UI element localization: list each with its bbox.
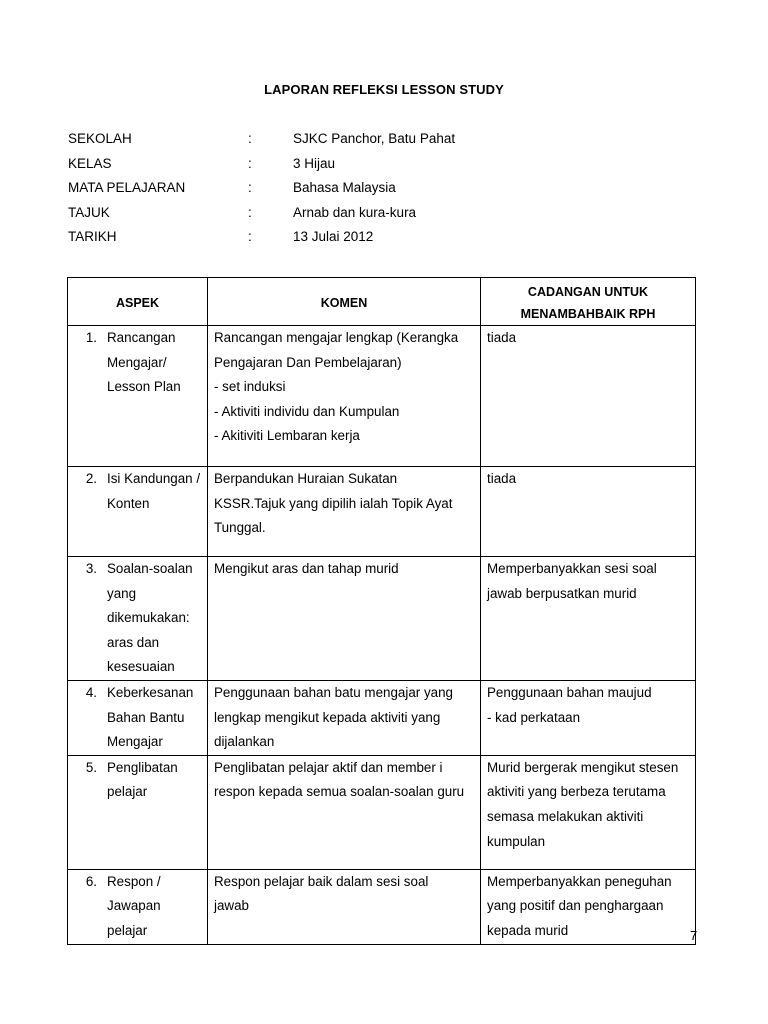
aspek-line: pelajar [107,784,148,800]
table-row [68,557,696,681]
cadangan-cell [481,557,696,681]
aspek-line: Lesson Plan [107,379,181,395]
aspek-cell [68,869,208,944]
aspek-line: aras dan [107,634,160,650]
header-cadangan [481,278,696,326]
table-row [68,326,696,467]
komen-line: - set induksi [214,379,286,395]
info-colon: : [248,155,252,171]
cadangan-line: tiada [487,471,517,486]
table-row [68,755,696,869]
header-komen: KOMEN [208,278,481,326]
komen-line: Tunggal. [214,520,266,536]
cadangan-line: kumpulan [487,833,546,849]
table-row [68,467,696,557]
cadangan-line: Penggunaan bahan maujud [487,684,652,700]
komen-line: Pengajaran Dan Pembelajaran) [214,354,402,370]
cadangan-cell [481,755,696,869]
info-label: SEKOLAH [68,131,132,146]
cadangan-line: Memperbanyakkan sesi soal [487,561,657,576]
cadangan-line: kepada murid [487,922,569,938]
aspek-line: yang [107,585,137,601]
aspek-line: Konten [107,495,150,511]
komen-line: Rancangan mengajar lengkap (Kerangka [214,330,459,345]
aspek-line: pelajar [107,922,148,938]
cadangan-cell [481,467,696,557]
aspek-line: Jawapan [107,898,161,914]
cadangan-line: aktiviti yang berbeza terutama [487,784,666,800]
info-value: SJKC Panchor, Batu Pahat [293,131,456,146]
info-colon: : [248,180,252,196]
komen-line: KSSR.Tajuk yang dipilih ialah Topik Ayat [214,495,453,511]
cadangan-line: jawab berpusatkan murid [487,585,637,601]
komen-cell [208,557,481,681]
reflection-table [67,277,696,945]
komen-line: Penggunaan bahan batu mengajar yang [214,684,453,700]
komen-line: Penglibatan pelajar aktif dan member i [214,759,443,775]
row-number: 5. [85,759,97,775]
info-value: 3 Hijau [293,155,336,171]
cadangan-line: - kad perkataan [487,709,581,725]
aspek-line: Bahan Bantu [107,709,185,725]
aspek-line: Rancangan [107,330,176,345]
komen-line: jawab [214,898,249,914]
aspek-line: Soalan-soalan [107,561,193,576]
aspek-cell [68,557,208,681]
info-colon: : [248,131,252,146]
aspek-cell [68,326,208,467]
info-value: 13 Julai 2012 [293,229,374,245]
aspek-cell [68,467,208,557]
aspek-line: kesesuaian [107,659,175,675]
info-colon: : [248,229,252,245]
komen-cell [208,755,481,869]
aspek-line: Isi Kandungan / [107,471,201,486]
table-row [68,680,696,755]
cadangan-line: Memperbanyakkan peneguhan [487,873,672,889]
cadangan-line: yang positif dan penghargaan [487,898,664,914]
aspek-line: Mengajar/ [107,354,167,370]
aspek-line: dikemukakan: [107,610,190,626]
info-label: TARIKH [68,229,117,245]
cadangan-line: Murid bergerak mengikut stesen [487,759,679,775]
komen-line: - Aktiviti individu dan Kumpulan [214,403,400,419]
komen-line: Mengikut aras dan tahap murid [214,561,399,576]
header-cadangan-line: CADANGAN UNTUK [527,285,649,299]
komen-line: lengkap mengikut kepada aktiviti yang [214,709,441,725]
komen-line: respon kepada semua soalan-soalan guru [214,784,465,800]
aspek-line: Keberkesanan [107,684,194,700]
komen-cell [208,467,481,557]
row-number: 1. [85,330,97,345]
header-cadangan-line: MENAMBAHBAIK RPH [520,307,656,321]
cadangan-line: semasa melakukan aktiviti [487,808,644,824]
info-label: KELAS [68,155,112,171]
komen-cell [208,680,481,755]
komen-cell [208,326,481,467]
document-title: LAPORAN REFLEKSI LESSON STUDY [264,82,504,97]
info-label: MATA PELAJARAN [68,180,186,196]
info-value: Bahasa Malaysia [293,180,396,196]
komen-cell [208,869,481,944]
info-colon: : [248,204,252,220]
aspek-cell [68,680,208,755]
cadangan-cell [481,680,696,755]
cadangan-line: tiada [487,330,517,345]
aspek-line: Penglibatan [107,759,178,775]
header-aspek: ASPEK [68,278,208,326]
info-value: Arnab dan kura-kura [293,204,417,220]
aspek-line: Respon / [107,873,161,889]
komen-line: Respon pelajar baik dalam sesi soal [214,873,429,889]
aspek-line: Mengajar [107,734,163,750]
komen-line: Berpandukan Huraian Sukatan [214,471,398,486]
table-header-row [68,278,696,326]
komen-line: - Akitiviti Lembaran kerja [214,428,360,444]
row-number: 6. [85,873,97,889]
page-number: 7 [690,928,698,943]
komen-line: dijalankan [214,734,275,750]
row-number: 2. [85,471,97,486]
aspek-cell [68,755,208,869]
row-number: 3. [85,561,97,576]
row-number: 4. [85,684,97,700]
cadangan-cell [481,326,696,467]
table-row [68,869,696,944]
cadangan-cell [481,869,696,944]
info-label: TAJUK [68,204,110,220]
